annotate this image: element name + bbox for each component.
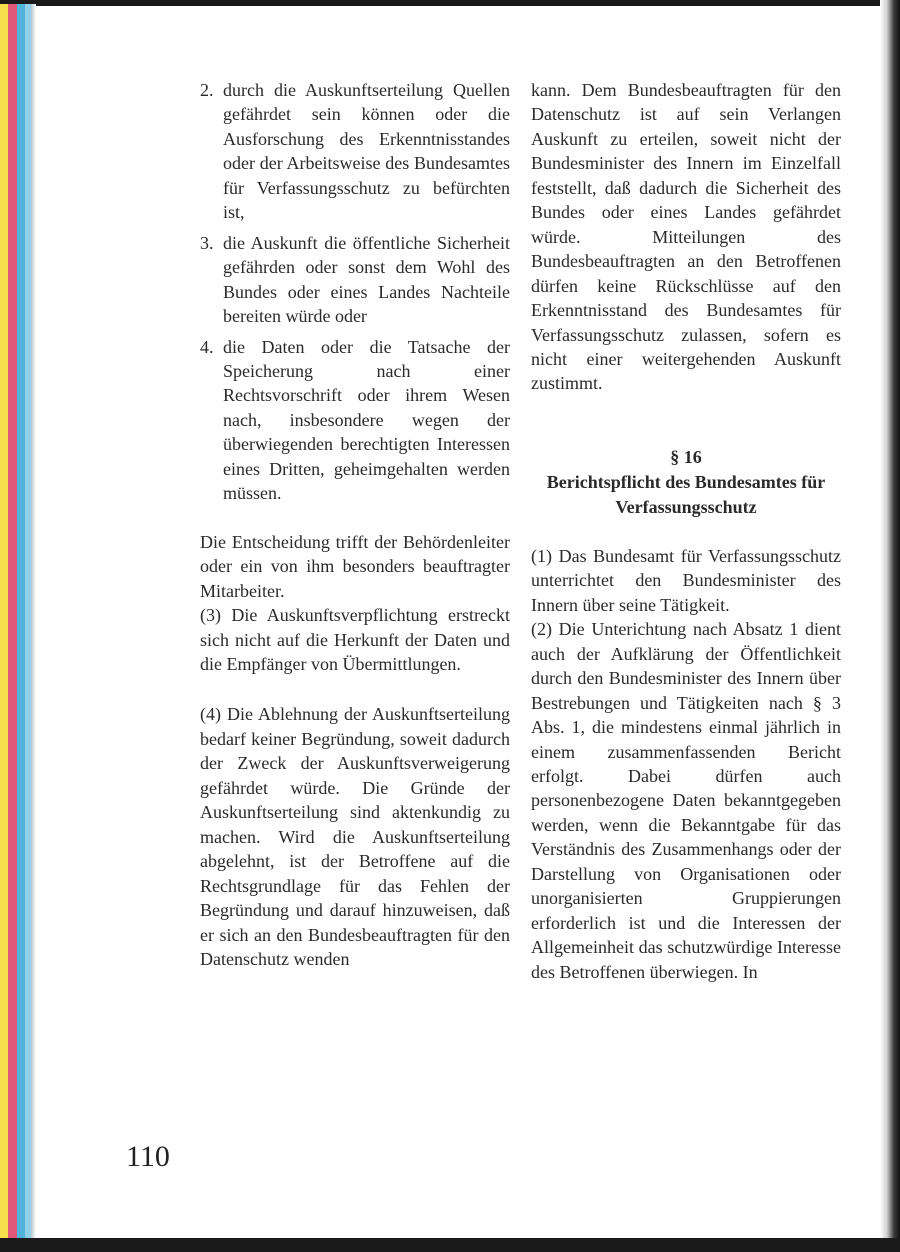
list-text: durch die Auskunftserteilung Quellen gefährdet sein können oder die Ausforschung des Erkenntnisstandes oder der Arbeitsweise des Bundesamtes für Verfassungsschutz zu befürchten ist, [223,80,510,223]
scan-border-top [0,0,900,6]
scan-border-right [880,0,900,1252]
color-stripe-pink [8,4,17,1240]
list-item-4 [200,335,510,506]
color-stripe-blue [17,4,25,1240]
color-stripe-yellow [0,4,8,1240]
list-text: die Daten oder die Tatsache der Speicherung nach einer Rechtsvorschrift oder ihrem Wesen nach, insbesondere wegen der überwiegenden berechtigten Interessen eines Dritten, geheimgehalten werden müssen. [223,336,510,504]
right-column [531,78,841,984]
list-item-2 [200,78,510,225]
page-edge-shadow [31,4,36,1240]
list-text: die Auskunft die öffentliche Sicherheit gefährden oder sonst dem Wohl des Bundes oder eines Landes Nachteile bereiten würde oder [223,232,510,327]
page-number: 110 [126,1140,170,1173]
paragraph-continued: kann. Dem Bundesbeauftragten für den Datenschutz ist auf sein Verlangen Auskunft zu erteilen, soweit nicht der Bundesminister des Innern im Einzelfall feststellt, daß dadurch die Sicherheit des Bundes oder eines Landes gefährdet würde. Mitteilungen des Bundesbeauftragten an den Betroffenen dürfen keine Rückschlüsse auf den Erkenntnisstand des Bundesamtes für Verfassungsschutz zulassen, sofern es nicht einer weitergehenden Auskunft zustimmt. [531,80,841,394]
list-number: 2. [200,80,214,100]
section-heading [531,445,841,520]
paragraph-decision: Die Entscheidung trifft der Behördenleiter oder ein von ihm besonders beauftragter Mitarbeiter. [200,531,510,601]
section-number: § 16 [670,446,702,467]
scan-border-bottom [0,1238,900,1252]
section-title: Berichtspflicht des Bundesamtes für Verfassungsschutz [546,471,826,517]
paragraph-2: (2) Die Unterichtung nach Absatz 1 dient auch der Aufklärung der Öffentlichkeit durch den Bundesminister des Innern über Bestrebungen und Tätigkeiten nach § 3 Abs. 1, die mindestens einmal jährlich in einem zusammenfassenden Bericht erfolgt. Dabei dürfen auch personenbezogene Daten bekanntgegeben werden, wenn die Bekanntgabe für das Verständnis des Zusammenhangs oder der Darstellung von Organisationen oder unorganisierten Gruppierungen erforderlich ist und die Interessen der Allgemeinheit das schutzwürdige Interesse des Betroffenen überwiegen. In [531,619,841,982]
list-number: 4. [200,336,214,357]
list-item-3 [200,231,510,329]
left-column [200,78,510,971]
paragraph-1: (1) Das Bundesamt für Verfassungsschutz unterrichtet den Bundesminister des Innern über seine Tätigkeit. [531,545,841,615]
paragraph-3: (3) Die Auskunftsverpflichtung erstreckt sich nicht auf die Herkunft der Daten und die Empfänger von Übermittlungen. [200,605,510,674]
list-number: 3. [200,232,214,253]
paragraph-4: (4) Die Ablehnung der Auskunftserteilung bedarf keiner Begründung, soweit dadurch der Zweck der Auskunftsverweigerung gefährdet würde. Die Gründe der Auskunftserteilung sind aktenkundig zu machen. Wird die Auskunftserteilung abgelehnt, ist der Betroffene auf die Rechtsgrundlage für das Fehlen der Begründung und darauf hinzuweisen, daß er sich an den Bundesbeauftragten für den Datenschutz wenden [200,704,510,969]
